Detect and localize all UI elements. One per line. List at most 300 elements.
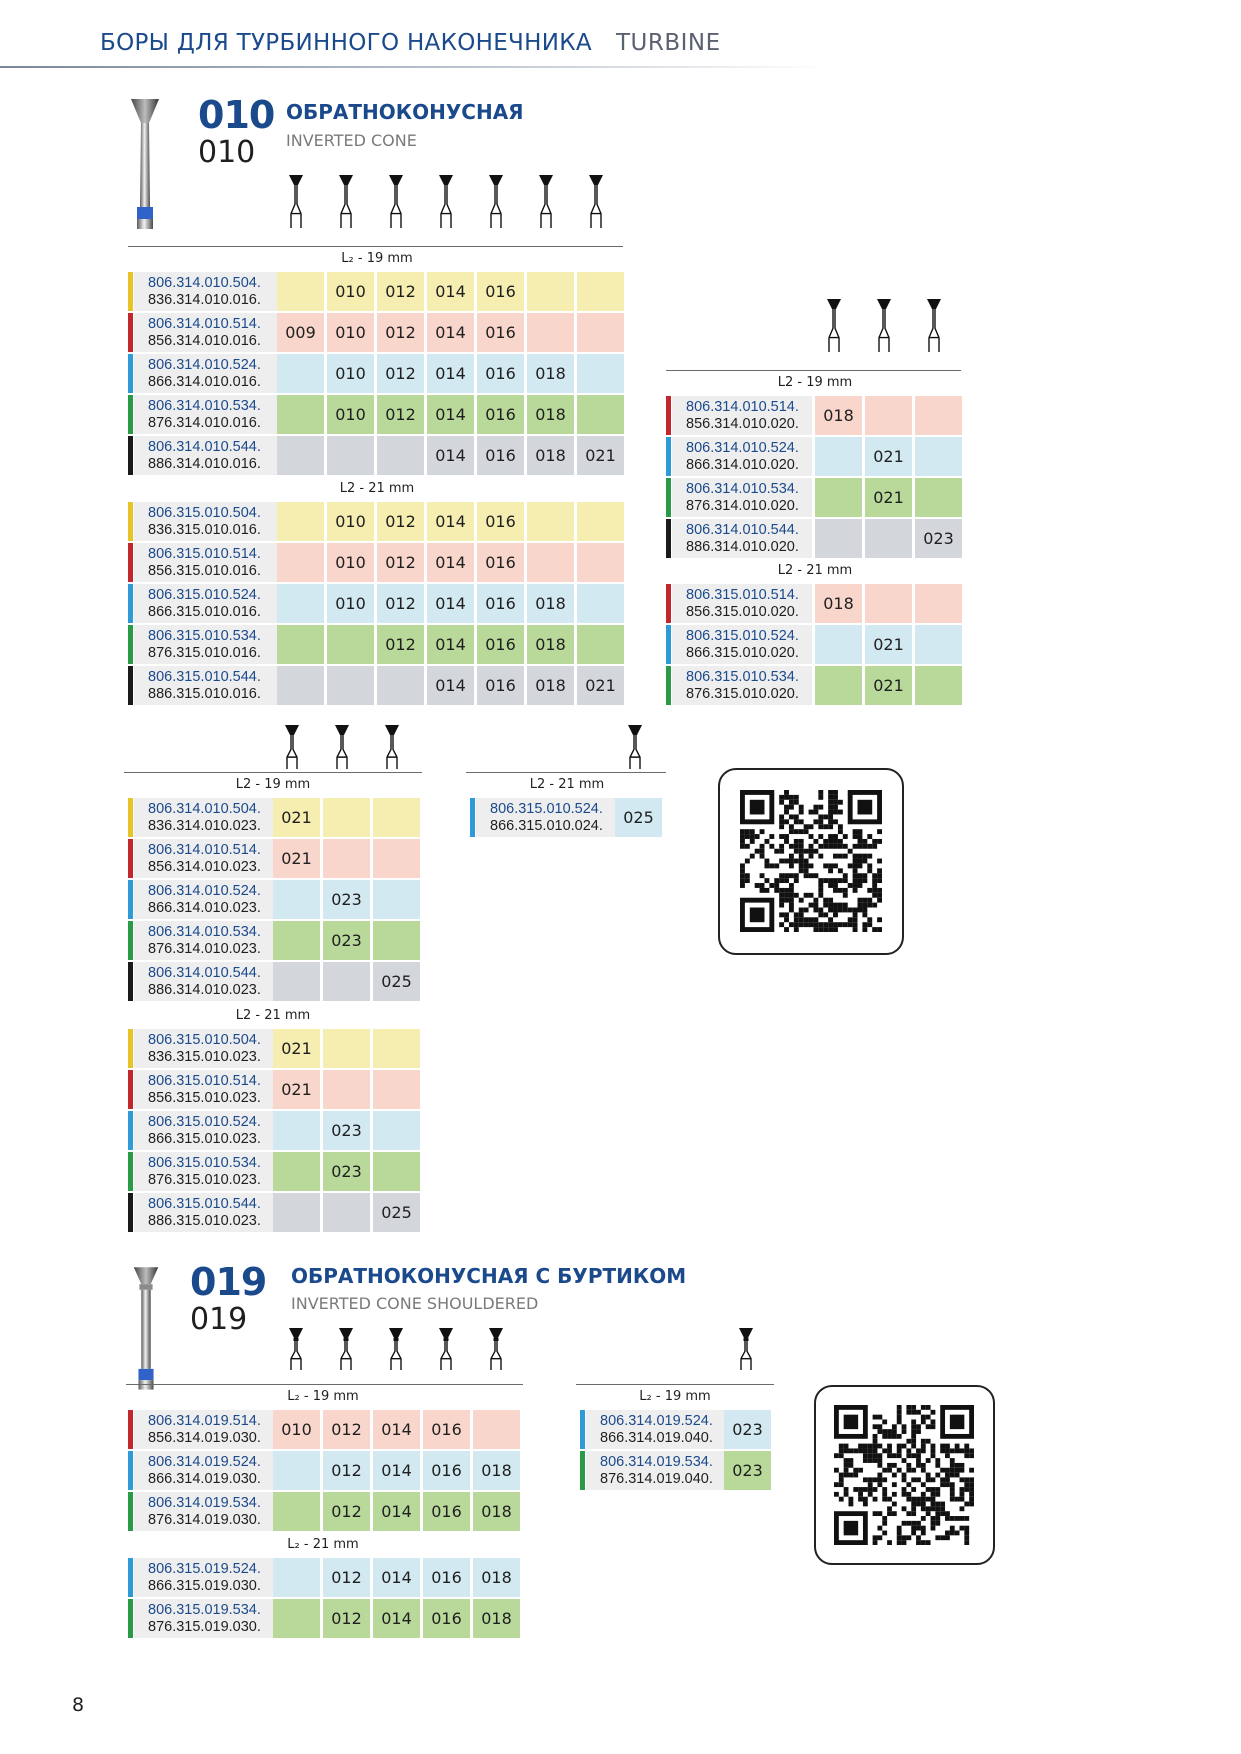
- size-cell: 023: [724, 1451, 771, 1490]
- article-codes: [134, 502, 277, 541]
- bur-size-icon: [286, 174, 306, 229]
- size-cell: 016: [477, 502, 524, 541]
- size-cell: 010: [327, 543, 374, 582]
- size-cell: 012: [323, 1599, 370, 1638]
- row-color-marker: [128, 1070, 133, 1109]
- row-color-marker: [128, 313, 133, 352]
- article-codes: [134, 798, 274, 837]
- size-cell: [915, 666, 962, 705]
- size-cell: 021: [865, 625, 912, 664]
- size-cell: 010: [327, 584, 374, 623]
- size-cell: 012: [323, 1558, 370, 1597]
- divider-010-c: [124, 772, 422, 773]
- article-codes: [134, 1111, 274, 1150]
- article-code-primary: 806.314.010.544.: [148, 439, 261, 455]
- article-code-secondary: 886.315.010.023.: [148, 1213, 261, 1229]
- bur-size-icon: [386, 174, 406, 229]
- article-code-secondary: 866.315.010.016.: [148, 604, 261, 620]
- qr-code-019[interactable]: [814, 1385, 995, 1565]
- article-codes: [134, 1410, 274, 1449]
- article-codes: [134, 625, 277, 664]
- size-cell: [577, 354, 624, 393]
- article-codes: [476, 798, 616, 837]
- article-code-primary: 806.314.010.534.: [148, 398, 261, 414]
- size-cell: 018: [527, 666, 574, 705]
- row-color-marker: [128, 1599, 133, 1638]
- size-cell: [277, 272, 324, 311]
- article-code-primary: 806.314.010.514.: [148, 842, 261, 858]
- size-cell: [323, 1029, 370, 1068]
- article-code-secondary: 876.315.010.023.: [148, 1172, 261, 1188]
- article-code-primary: 806.315.010.544.: [148, 669, 261, 685]
- row-color-marker: [128, 395, 133, 434]
- article-codes: [134, 962, 274, 1001]
- article-code-primary: 806.315.019.534.: [148, 1602, 261, 1618]
- size-cell: [577, 625, 624, 664]
- size-cell: [273, 1558, 320, 1597]
- article-codes: [134, 1193, 274, 1232]
- article-code-secondary: 866.315.019.030.: [148, 1578, 261, 1594]
- size-cell: [577, 313, 624, 352]
- size-cell: [327, 436, 374, 475]
- size-cell: 016: [477, 313, 524, 352]
- size-cell: 010: [273, 1410, 320, 1449]
- article-code-primary: 806.314.010.504.: [148, 801, 261, 817]
- size-cell: [527, 272, 574, 311]
- size-cell: 018: [473, 1599, 520, 1638]
- size-cell: 018: [815, 584, 862, 623]
- article-code-primary: 806.314.019.534.: [148, 1495, 261, 1511]
- size-cell: 021: [273, 798, 320, 837]
- size-cell: 014: [373, 1558, 420, 1597]
- size-cell: 012: [323, 1451, 370, 1490]
- header-title-en: TURBINE: [616, 30, 721, 56]
- size-cell: 014: [373, 1492, 420, 1531]
- size-cell: [273, 1193, 320, 1232]
- size-cell: 021: [865, 478, 912, 517]
- size-cell: 012: [377, 313, 424, 352]
- row-color-marker: [128, 1152, 133, 1191]
- size-cell: 016: [477, 436, 524, 475]
- article-code-secondary: 836.315.010.016.: [148, 522, 261, 538]
- size-cell: 021: [273, 839, 320, 878]
- row-color-marker: [128, 1558, 133, 1597]
- size-cell: 018: [527, 395, 574, 434]
- article-code-primary: 806.315.010.524.: [148, 587, 261, 603]
- article-code-secondary: 866.314.019.030.: [148, 1471, 261, 1487]
- article-codes: [134, 880, 274, 919]
- label-l2-21-019-a: L₂ - 21 mm: [287, 1537, 359, 1552]
- size-cell: [915, 625, 962, 664]
- size-cell: [527, 313, 574, 352]
- article-code-primary: 806.314.019.534.: [600, 1454, 713, 1470]
- bur-size-icon: [625, 724, 645, 770]
- size-cell: 025: [373, 962, 420, 1001]
- divider-010-a: [128, 246, 623, 247]
- size-cell: 014: [427, 272, 474, 311]
- size-cell: 016: [423, 1451, 470, 1490]
- size-cell: [373, 1152, 420, 1191]
- label-l2-19-019-a: L₂ - 19 mm: [287, 1389, 359, 1404]
- article-code-primary: 806.314.010.524.: [148, 357, 261, 373]
- article-code-primary: 806.315.010.524.: [686, 628, 799, 644]
- article-codes: [672, 437, 812, 476]
- size-cell: [273, 1152, 320, 1191]
- bur-size-icon: [924, 298, 944, 353]
- article-code-secondary: 886.314.010.016.: [148, 456, 261, 472]
- article-code-secondary: 856.314.010.020.: [686, 416, 799, 432]
- size-cell: [373, 880, 420, 919]
- size-cell: 014: [427, 666, 474, 705]
- size-cell: 016: [477, 354, 524, 393]
- section-010-code-secondary: 010: [198, 135, 256, 170]
- row-color-marker: [470, 798, 475, 837]
- article-code-secondary: 876.314.019.040.: [600, 1471, 713, 1487]
- size-cell: 023: [915, 519, 962, 558]
- label-l2-21-010-a: L2 - 21 mm: [339, 481, 415, 496]
- bur-size-icon: [382, 724, 402, 770]
- size-cell: 012: [377, 354, 424, 393]
- article-codes: [134, 1152, 274, 1191]
- size-cell: 018: [527, 354, 574, 393]
- size-cell: 014: [373, 1599, 420, 1638]
- size-cell: 023: [323, 880, 370, 919]
- section-010-code: 010: [198, 93, 275, 137]
- size-cell: [323, 1193, 370, 1232]
- row-color-marker: [666, 519, 671, 558]
- article-codes: [134, 354, 277, 393]
- article-code-primary: 806.314.010.504.: [148, 275, 261, 291]
- size-cell: [323, 839, 370, 878]
- size-cell: [815, 666, 862, 705]
- article-code-primary: 806.315.010.514.: [148, 1073, 261, 1089]
- article-code-secondary: 866.315.010.020.: [686, 645, 799, 661]
- article-codes: [134, 839, 274, 878]
- size-cell: 016: [423, 1492, 470, 1531]
- size-cell: [327, 625, 374, 664]
- size-cell: 016: [477, 584, 524, 623]
- size-cell: [277, 543, 324, 582]
- divider-019-b: [576, 1384, 774, 1385]
- section-019-code: 019: [190, 1260, 267, 1304]
- size-cell: 023: [724, 1410, 771, 1449]
- size-cell: [865, 519, 912, 558]
- row-color-marker: [128, 880, 133, 919]
- size-cell: 012: [377, 272, 424, 311]
- size-cell: 012: [377, 543, 424, 582]
- size-cell: [915, 584, 962, 623]
- article-code-secondary: 876.314.019.030.: [148, 1512, 261, 1528]
- size-cell: 023: [323, 921, 370, 960]
- article-code-primary: 806.314.010.534.: [148, 924, 261, 940]
- header-divider: [0, 66, 830, 68]
- header-title-ru: БОРЫ ДЛЯ ТУРБИННОГО НАКОНЕЧНИКА: [100, 30, 592, 56]
- row-color-marker: [128, 962, 133, 1001]
- size-cell: 016: [477, 543, 524, 582]
- article-codes: [672, 666, 812, 705]
- size-cell: 016: [423, 1558, 470, 1597]
- article-code-primary: 806.314.019.524.: [148, 1454, 261, 1470]
- size-cell: 018: [527, 436, 574, 475]
- row-color-marker: [128, 839, 133, 878]
- divider-010-b: [666, 370, 961, 371]
- size-cell: 014: [427, 395, 474, 434]
- size-cell: 025: [615, 798, 662, 837]
- qr-code-010[interactable]: [718, 768, 904, 955]
- article-codes: [134, 1070, 274, 1109]
- row-color-marker: [128, 666, 133, 705]
- size-cell: 014: [427, 584, 474, 623]
- size-cell: 021: [865, 437, 912, 476]
- row-color-marker: [666, 396, 671, 435]
- bur-size-icon: [486, 174, 506, 229]
- page-number: 8: [72, 1694, 85, 1716]
- size-cell: [865, 584, 912, 623]
- qr-code-019-image: [834, 1405, 974, 1545]
- size-cell: 016: [423, 1410, 470, 1449]
- size-cell: 018: [473, 1558, 520, 1597]
- row-color-marker: [128, 1111, 133, 1150]
- label-l2-19-010-b: L2 - 19 mm: [777, 375, 853, 390]
- row-color-marker: [580, 1451, 585, 1490]
- article-code-primary: 806.315.010.504.: [148, 1032, 261, 1048]
- bur-size-icon: [336, 1327, 356, 1371]
- size-cell: 012: [377, 584, 424, 623]
- label-l2-21-010-b: L2 - 21 mm: [777, 563, 853, 578]
- article-codes: [134, 921, 274, 960]
- article-codes: [672, 584, 812, 623]
- size-cell: 010: [327, 272, 374, 311]
- size-cell: 018: [527, 625, 574, 664]
- row-color-marker: [666, 437, 671, 476]
- label-l2-19-019-b: L₂ - 19 mm: [639, 1389, 711, 1404]
- size-cell: [815, 478, 862, 517]
- size-cell: [815, 437, 862, 476]
- section-010-subtitle: INVERTED CONE: [286, 131, 417, 150]
- size-cell: 009: [277, 313, 324, 352]
- article-codes: [134, 1029, 274, 1068]
- article-codes: [586, 1410, 726, 1449]
- article-code-secondary: 836.314.010.016.: [148, 292, 261, 308]
- article-code-secondary: 876.315.010.016.: [148, 645, 261, 661]
- size-cell: 021: [577, 666, 624, 705]
- size-cell: 010: [327, 395, 374, 434]
- article-code-secondary: 866.314.010.016.: [148, 374, 261, 390]
- article-codes: [134, 1599, 274, 1638]
- article-code-secondary: 876.314.010.020.: [686, 498, 799, 514]
- size-cell: [577, 502, 624, 541]
- section-010-title: ОБРАТНОКОНУСНАЯ: [286, 100, 524, 124]
- size-cell: [277, 354, 324, 393]
- article-codes: [586, 1451, 726, 1490]
- size-cell: [373, 1111, 420, 1150]
- size-cell: 014: [427, 313, 474, 352]
- size-cell: [277, 625, 324, 664]
- size-cell: 018: [815, 396, 862, 435]
- article-code-secondary: 856.315.010.020.: [686, 604, 799, 620]
- article-codes: [672, 478, 812, 517]
- row-color-marker: [128, 543, 133, 582]
- article-code-primary: 806.314.019.524.: [600, 1413, 713, 1429]
- size-cell: 012: [323, 1410, 370, 1449]
- size-cell: 010: [327, 354, 374, 393]
- article-code-primary: 806.315.010.514.: [686, 587, 799, 603]
- article-codes: [134, 436, 277, 475]
- size-cell: 023: [323, 1111, 370, 1150]
- divider-019-a: [126, 1384, 523, 1385]
- row-color-marker: [128, 798, 133, 837]
- article-code-secondary: 856.314.019.030.: [148, 1430, 261, 1446]
- label-l2-21-010-c: L2 - 21 mm: [235, 1008, 311, 1023]
- size-cell: [273, 1599, 320, 1638]
- article-code-secondary: 866.315.010.024.: [490, 818, 603, 834]
- bur-size-icon: [336, 174, 356, 229]
- article-code-primary: 806.314.010.524.: [148, 883, 261, 899]
- article-code-primary: 806.314.019.514.: [148, 1413, 261, 1429]
- article-code-primary: 806.314.010.524.: [686, 440, 799, 456]
- article-code-primary: 806.314.010.544.: [148, 965, 261, 981]
- row-color-marker: [128, 1029, 133, 1068]
- article-code-primary: 806.314.010.544.: [686, 522, 799, 538]
- article-code-secondary: 866.314.019.040.: [600, 1430, 713, 1446]
- size-cell: 025: [373, 1193, 420, 1232]
- bur-size-icon: [824, 298, 844, 353]
- row-color-marker: [666, 584, 671, 623]
- size-cell: 016: [477, 666, 524, 705]
- article-code-primary: 806.315.019.524.: [148, 1561, 261, 1577]
- size-cell: 012: [323, 1492, 370, 1531]
- size-cell: [815, 625, 862, 664]
- size-cell: [865, 396, 912, 435]
- label-l2-19-010-a: L₂ - 19 mm: [341, 251, 413, 266]
- size-cell: [915, 478, 962, 517]
- size-cell: [377, 436, 424, 475]
- article-code-primary: 806.315.010.524.: [490, 801, 603, 817]
- row-color-marker: [666, 478, 671, 517]
- size-cell: [377, 666, 424, 705]
- size-cell: [373, 1029, 420, 1068]
- bur-size-icon: [586, 174, 606, 229]
- size-cell: [277, 502, 324, 541]
- bur-010-photo: [128, 95, 162, 230]
- row-color-marker: [580, 1410, 585, 1449]
- size-cell: [373, 839, 420, 878]
- bur-size-icon: [282, 724, 302, 770]
- size-cell: 014: [427, 502, 474, 541]
- article-code-primary: 806.315.010.544.: [148, 1196, 261, 1212]
- size-cell: [323, 798, 370, 837]
- section-019-code-secondary: 019: [190, 1302, 248, 1337]
- qr-code-010-image: [740, 790, 882, 932]
- article-code-secondary: 876.314.010.016.: [148, 415, 261, 431]
- size-cell: [273, 1451, 320, 1490]
- article-code-primary: 806.314.010.514.: [148, 316, 261, 332]
- size-cell: 014: [427, 625, 474, 664]
- size-cell: 014: [427, 354, 474, 393]
- article-codes: [134, 666, 277, 705]
- size-cell: [273, 1492, 320, 1531]
- article-code-primary: 806.314.010.514.: [686, 399, 799, 415]
- size-cell: [323, 1070, 370, 1109]
- bur-size-icon: [436, 1327, 456, 1371]
- size-cell: [577, 395, 624, 434]
- article-codes: [134, 584, 277, 623]
- bur-size-icon: [286, 1327, 306, 1371]
- article-codes: [134, 313, 277, 352]
- section-019-title: ОБРАТНОКОНУСНАЯ С БУРТИКОМ: [291, 1264, 687, 1288]
- section-019-subtitle: INVERTED CONE SHOULDERED: [291, 1294, 539, 1313]
- article-codes: [134, 1492, 274, 1531]
- size-cell: [373, 798, 420, 837]
- article-codes: [134, 395, 277, 434]
- article-code-primary: 806.315.010.534.: [686, 669, 799, 685]
- bur-size-icon: [436, 174, 456, 229]
- article-code-primary: 806.315.010.534.: [148, 1155, 261, 1171]
- article-code-secondary: 856.314.010.023.: [148, 859, 261, 875]
- size-cell: 014: [427, 543, 474, 582]
- size-cell: [473, 1410, 520, 1449]
- size-cell: 014: [373, 1451, 420, 1490]
- size-cell: [277, 436, 324, 475]
- size-cell: 016: [477, 395, 524, 434]
- size-cell: 010: [327, 502, 374, 541]
- size-cell: 021: [273, 1029, 320, 1068]
- size-cell: 012: [377, 502, 424, 541]
- article-code-secondary: 886.314.010.020.: [686, 539, 799, 555]
- size-cell: 016: [477, 625, 524, 664]
- article-code-secondary: 876.315.010.020.: [686, 686, 799, 702]
- article-codes: [134, 1451, 274, 1490]
- article-codes: [672, 396, 812, 435]
- article-code-secondary: 836.314.010.023.: [148, 818, 261, 834]
- size-cell: [373, 921, 420, 960]
- article-codes: [134, 543, 277, 582]
- size-cell: [273, 880, 320, 919]
- row-color-marker: [128, 1492, 133, 1531]
- row-color-marker: [666, 625, 671, 664]
- row-color-marker: [128, 584, 133, 623]
- bur-019-photo: [130, 1262, 162, 1392]
- size-cell: 014: [427, 436, 474, 475]
- article-code-secondary: 886.314.010.023.: [148, 982, 261, 998]
- size-cell: [915, 437, 962, 476]
- size-cell: [815, 519, 862, 558]
- article-code-secondary: 876.315.019.030.: [148, 1619, 261, 1635]
- article-code-primary: 806.315.010.524.: [148, 1114, 261, 1130]
- bur-size-icon: [486, 1327, 506, 1371]
- article-code-secondary: 886.315.010.016.: [148, 686, 261, 702]
- article-code-secondary: 876.314.010.023.: [148, 941, 261, 957]
- row-color-marker: [128, 502, 133, 541]
- size-cell: 010: [327, 313, 374, 352]
- size-cell: 018: [527, 584, 574, 623]
- bur-size-icon: [736, 1327, 756, 1371]
- size-cell: [527, 543, 574, 582]
- article-code-secondary: 866.314.010.020.: [686, 457, 799, 473]
- article-code-primary: 806.315.010.514.: [148, 546, 261, 562]
- size-cell: [273, 921, 320, 960]
- row-color-marker: [128, 1451, 133, 1490]
- size-cell: 018: [473, 1451, 520, 1490]
- size-cell: [277, 666, 324, 705]
- size-cell: 021: [577, 436, 624, 475]
- article-code-primary: 806.315.010.534.: [148, 628, 261, 644]
- article-code-primary: 806.315.010.504.: [148, 505, 261, 521]
- article-code-secondary: 836.315.010.023.: [148, 1049, 261, 1065]
- row-color-marker: [128, 1410, 133, 1449]
- bur-size-icon: [332, 724, 352, 770]
- size-cell: 012: [377, 395, 424, 434]
